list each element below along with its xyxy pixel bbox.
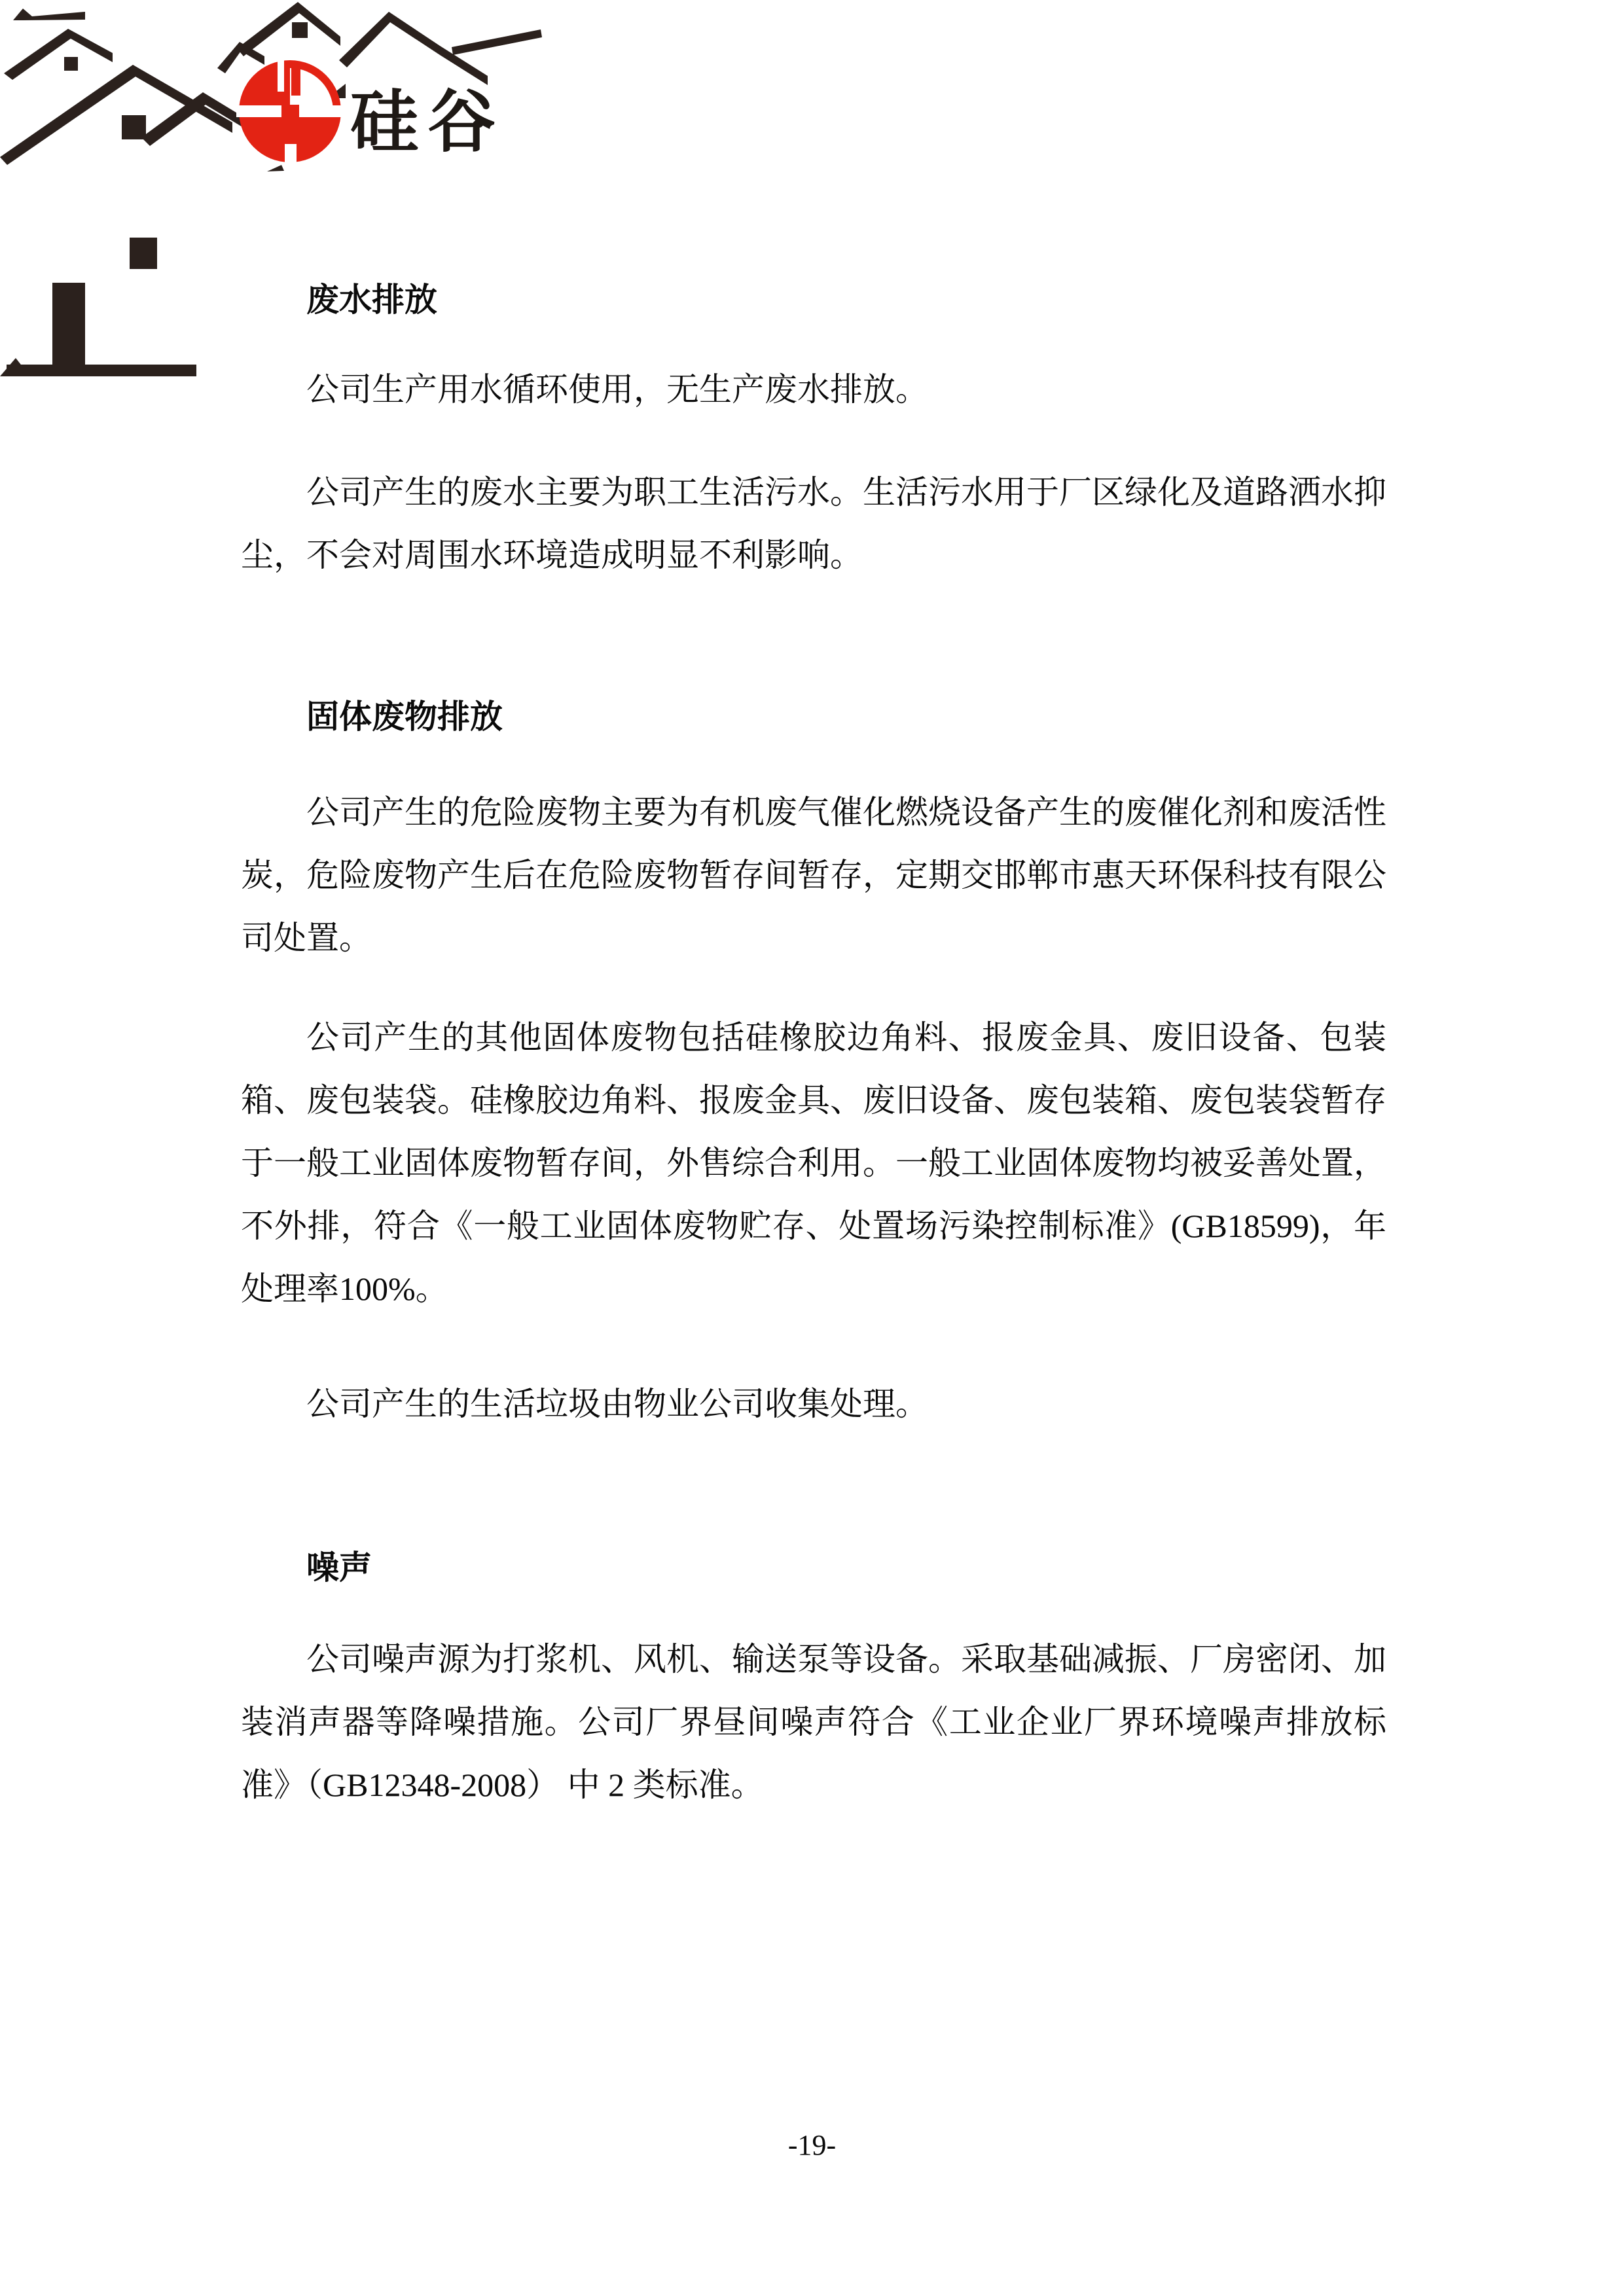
emblem-slot-bottom xyxy=(285,144,297,169)
section-heading-noise: 噪声 xyxy=(306,1549,372,1586)
roof-window xyxy=(64,57,78,71)
emblem-band-center xyxy=(281,105,299,118)
roof-window xyxy=(130,238,157,269)
emblem-slot-top xyxy=(278,60,284,92)
roof-small-left xyxy=(4,29,113,80)
paragraph-noise-1: 公司噪声源为打浆机、风机、输送泵等设备。采取基础减振、厂房密闭、加装消声器等降噪措施。公司厂界昼间噪声符合《工业企业厂界环境噪声排放标准》（GB12348-2008） 中 2 类标准。 xyxy=(241,1641,1386,1803)
roof-window xyxy=(122,115,146,139)
roof-big xyxy=(0,65,232,165)
paragraph-solid-waste-2: 公司产生的其他固体废物包括硅橡胶边角料、报废金具、废旧设备、包装箱、废包装袋。硅橡胶边角料、报废金具、废旧设备、废包装箱、废包装袋暂存于一般工业固体废物暂存间，外售综合利用。一般工业固体废物均被妥善处置，不外排，符合《一般工业固体废物贮存、处置场污染控制标准》(GB18599)，年处理率100%。 xyxy=(241,1019,1386,1307)
company-logo xyxy=(0,0,550,386)
roof-window xyxy=(292,22,308,38)
chimney xyxy=(52,283,85,367)
roof-dash-top-left xyxy=(13,9,85,20)
section-heading-wastewater: 废水排放 xyxy=(306,281,437,318)
section-heading-solid-waste: 固体废物排放 xyxy=(306,698,503,735)
paragraph-wastewater-2: 公司产生的废水主要为职工生活污水。生活污水用于厂区绿化及道路洒水抑尘，不会对周围水环境造成明显不利影响。 xyxy=(241,474,1386,573)
emblem-tick xyxy=(267,165,284,171)
ground-line xyxy=(7,365,196,376)
emblem-bar-top xyxy=(291,62,300,96)
logo-brand-text: 硅谷 xyxy=(350,84,505,160)
page-number: -19- xyxy=(787,2129,837,2161)
roof-behind-text xyxy=(339,12,440,67)
roof-top-right xyxy=(237,2,340,56)
paragraph-wastewater-1: 公司生产用水循环使用，无生产废水排放。 xyxy=(306,371,928,408)
roof-dash-top-right xyxy=(452,29,542,55)
paragraph-solid-waste-1: 公司产生的危险废物主要为有机废气催化燃烧设备产生的废催化剂和废活性炭，危险废物产生后在危险废物暂存间暂存，定期交邯郸市惠天环保科技有限公司处置。 xyxy=(241,794,1386,956)
silicon-valley-emblem xyxy=(236,60,344,171)
paragraph-solid-waste-3: 公司产生的生活垃圾由物业公司收集处理。 xyxy=(306,1386,928,1422)
village-roofs-graphic xyxy=(0,2,542,376)
